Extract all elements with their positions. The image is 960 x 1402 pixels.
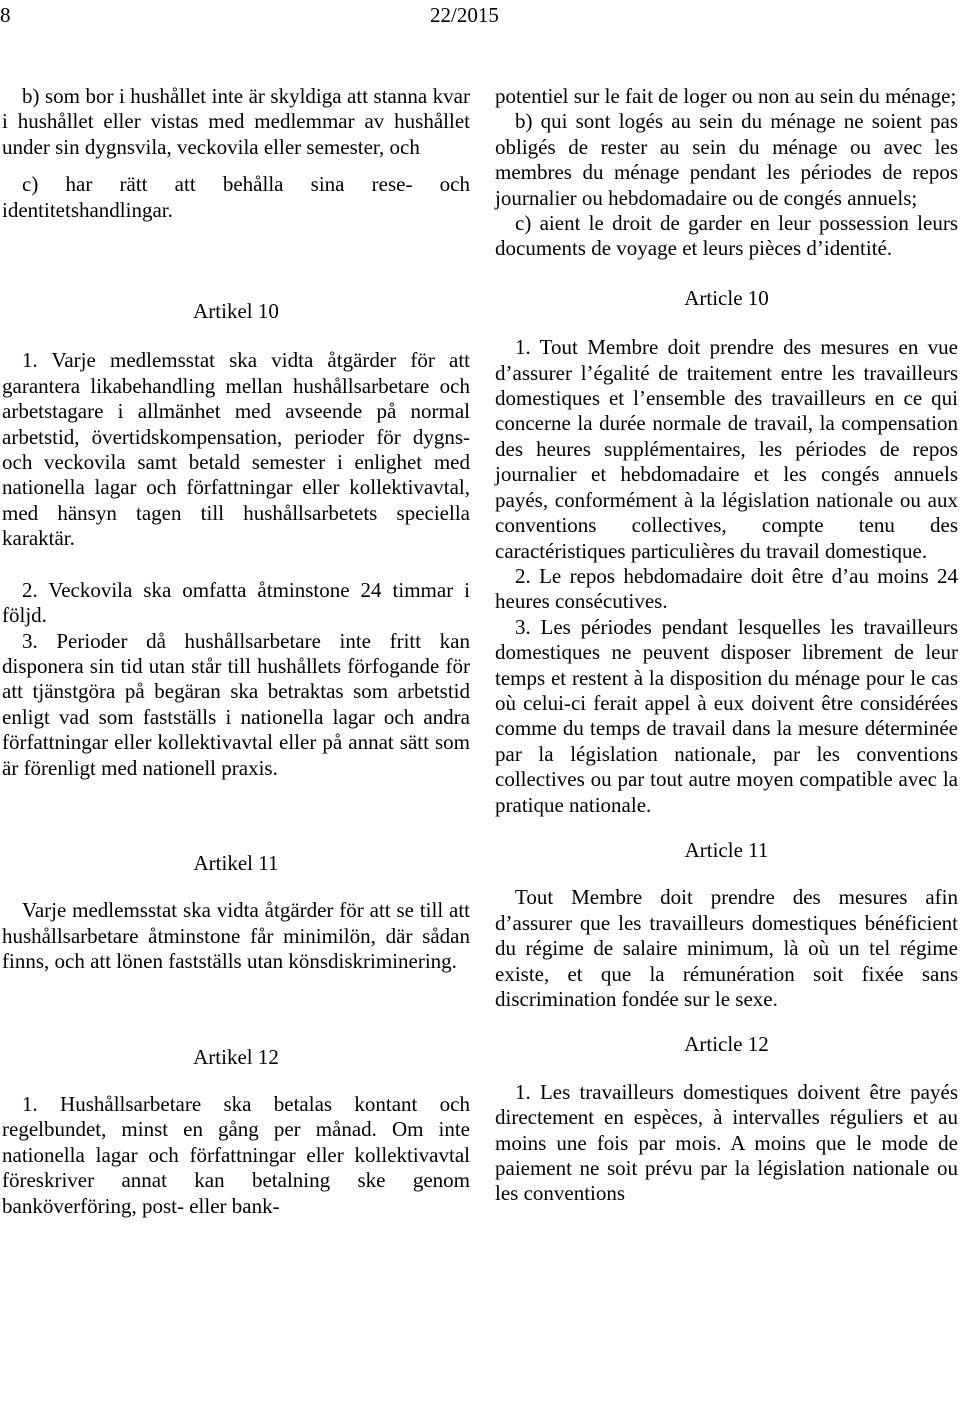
sv-article-11-heading: Artikel 11 [193, 850, 279, 875]
fr-article-11-paragraph: Tout Membre doit prendre des mesures afin d’assurer que les travailleurs domestiques bénéficient du régime de salaire minimum, là où un tel régime existe, et que la rémunération soit fixée sans discrimination fondée sur le sexe. [495, 885, 958, 1011]
swedish-column [2, 84, 470, 1219]
fr-continuation: potentiel sur le fait de loger ou non au sein du ménage; [495, 84, 957, 108]
sv-clause-b: b) som bor i hushållet inte är skyldiga att stanna kvar i hushållet eller vistas med medlemmar av hushållet under sin dygnsvila, veckovila eller semester, och [2, 84, 470, 159]
sv-article-12-heading: Artikel 12 [193, 1044, 279, 1069]
fr-article-10-paragraph-3: 3. Les périodes pendant lesquelles les travailleurs domestiques ne peuvent disposer librement de leur temps et restent à la disposition du ménage pour le cas où celui-ci ferait appel à eux doivent être considérées comme du temps de travail dans la mesure déterminée par la législation nationale, par les conventions collectives ou par tout autre moyen compatible avec la pratique nationale. [495, 614, 958, 817]
document-number: 22/2015 [430, 3, 499, 27]
fr-article-10-paragraph-2: 2. Le repos hebdomadaire doit être d’au moins 24 heures consécutives. [495, 563, 958, 614]
fr-clause-b: b) qui sont logés au sein du ménage ne soient pas obligés de rester au sein du ménage ou avec les membres du ménage pendant les périodes de repos journalier ou hebdomadaire ou de congés annuels; [495, 109, 958, 210]
fr-article-10-paragraph-1: 1. Tout Membre doit prendre des mesures en vue d’assurer l’égalité de traitement entre les travailleurs domestiques et l’ensemble des travailleurs en ce qui concerne la durée normale de travail, la compensation des heures supplémentaires, les périodes de repos journalier et hebdomadaire et les congés annuels payés, conformément à la législation nationale ou aux conventions collectives, compte tenu des caractéristiques particulières du travail domestique. [495, 335, 958, 563]
fr-article-10-heading: Article 10 [684, 285, 769, 310]
sv-article-12-paragraph-1: 1. Hushållsarbetare ska betalas kontant och regelbundet, minst en gång per månad. Om inte nationella lagar och författningar eller kollektivavtal föreskriver annat kan betalning ske genom banköverföring, post- eller bank- [2, 1091, 470, 1218]
page-number: 8 [0, 3, 11, 27]
fr-article-12-paragraph-1: 1. Les travailleurs domestiques doivent être payés directement en espèces, à intervalles réguliers et au moins une fois par mois. A moins que le mode de paiement ne soit prévu par la législation nationale ou les conventions [495, 1079, 958, 1206]
sv-article-10-paragraph-2: 2. Veckovila ska omfatta åtminstone 24 timmar i följd. [2, 577, 470, 628]
fr-article-12-heading: Article 12 [684, 1032, 769, 1057]
sv-clause-c: c) har rätt att behålla sina rese- och identitetshandlingar. [2, 172, 470, 222]
page-header [0, 3, 960, 35]
sv-article-11-paragraph: Varje medlemsstat ska vidta åtgärder för att se till att hushållsarbetare åtminstone får minimilön, där sådan finns, och att lönen fastställs utan könsdiskriminering. [2, 898, 470, 974]
sv-article-10-paragraph-1: 1. Varje medlemsstat ska vidta åtgärder för att garantera likabehandling mellan hushållsarbetare och arbetstagare i allmänhet med avseende på normal arbetstid, övertidskompensation, perioder för dygns- och veckovila samt betald semester i enlighet med nationella lagar och författningar eller kollektivavtal, med hänsyn tagen till hushållsarbetets speciella karaktär. [2, 348, 470, 551]
fr-article-11-heading: Article 11 [684, 837, 769, 862]
sv-article-10-heading: Artikel 10 [193, 299, 279, 324]
sv-article-10-paragraph-3: 3. Perioder då hushållsarbetare inte fritt kan disponera sin tid utan står till hushållets förfogande för att tjänstgöra på begäran ska betraktas som arbetstid enligt vad som fastställs i nationella lagar och andra författningar eller kollektivavtal eller på annat sätt som är förenligt med nationell praxis. [2, 628, 470, 780]
fr-clause-c: c) aient le droit de garder en leur possession leurs documents de voyage et leurs pièces d’identité. [495, 211, 958, 261]
french-column [495, 84, 958, 1207]
